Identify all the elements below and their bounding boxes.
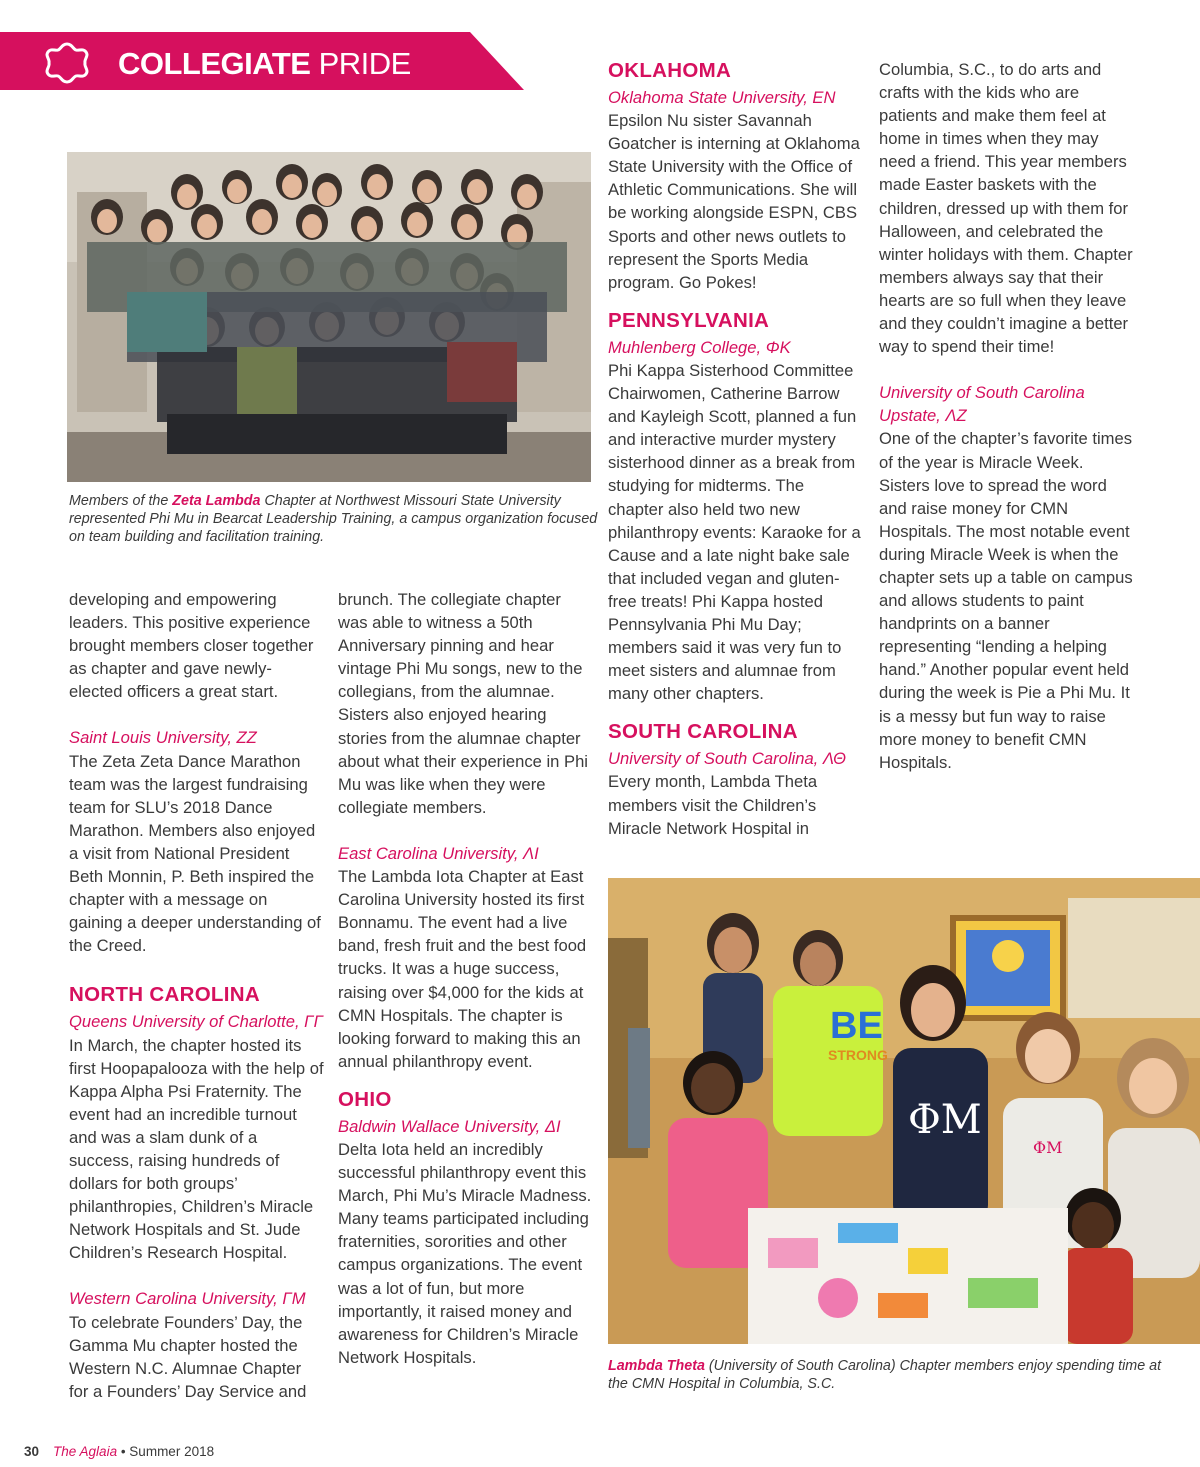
chapter-subheading: Baldwin Wallace University, ΔI	[338, 1116, 561, 1136]
group-photo-caption	[69, 492, 599, 546]
svg-text:ΦM: ΦM	[1033, 1138, 1063, 1157]
svg-text:BE: BE	[830, 1005, 883, 1047]
hospital-photo-caption	[608, 1357, 1168, 1393]
paragraph: The Lambda Iota Chapter at East Carolina University hosted its first Bonnamu. The event had a live band, fresh fruit and the best food trucks. It was a huge success, raising over $4,000 for the kids at CMN Hospitals. The chapter is looking forward to making this an annual philanthropy event.	[338, 867, 587, 1071]
group-photo	[67, 152, 591, 482]
magazine-title: The Aglaia	[53, 1444, 118, 1459]
paragraph: Columbia, S.C., to do arts and crafts with the kids who are patients and make them feel at home in times when they may need a friend. This year members made Easter baskets with the children, dressed up with them for Halloween, and celebrated the winter holidays with them. Chapter members always say that their hearts are so full when they leave and they couldn’t imagine a better way to spend their time!	[879, 60, 1133, 357]
paragraph: developing and empowering leaders. This positive experience brought members closer together as chapter and gave newly-elected officers a great start.	[69, 590, 314, 702]
state-heading: OKLAHOMA	[608, 59, 732, 82]
svg-text:STRONG: STRONG	[828, 1047, 888, 1063]
hospital-photo	[608, 878, 1200, 1344]
section-title	[118, 44, 411, 84]
paragraph: One of the chapter’s favorite times of the year is Miracle Week. Sisters love to spread the word and raise money for CMN Hospitals. The most notable event during Miracle Week is when the chapter sets up a table on campus and allows students to paint handprints on a banner representing “lending a helping hand.” Another popular event held during the week is Pie a Phi Mu. It is a messy but fun way to raise more money to benefit CMN Hospitals.	[879, 429, 1133, 772]
issue-label: • Summer 2018	[117, 1444, 215, 1459]
article-column-1	[69, 588, 325, 1403]
chapter-subheading: Upstate, ΛZ	[879, 406, 967, 426]
article-column-4	[879, 58, 1135, 774]
paragraph: Phi Kappa Sisterhood Committee Chairwomen, Catherine Barrow and Kayleigh Scott, planned a fun and interactive murder mystery sisterhood dinner as a break from studying for midterms. The chapter also held two new philanthropy events: Karaoke for a Cause and a late night bake sale that included vegan and gluten-free treats! Phi Kappa hosted Pennsylvania Phi Mu Day; members said it was very fun to meet sisters and alumnae from many other chapters.	[608, 360, 861, 704]
caption-text-rest: Chapter at Northwest Missouri State University represented Phi Mu in Bearcat Leadership Training, a campus organization focused on team building and facilitation training.	[69, 493, 598, 545]
caption-text-rest: (University of South Carolina) Chapter members enjoy spending time at the CMN Hospital in Columbia, S.C.	[608, 1358, 1162, 1392]
section-title-bold: COLLEGIATE	[118, 46, 311, 81]
chapter-subheading: Western Carolina University, ΓM	[69, 1289, 306, 1309]
page-number: 30	[24, 1444, 40, 1459]
caption-text: Members of the	[69, 493, 173, 509]
chapter-subheading: Muhlenberg College, ΦK	[608, 337, 791, 357]
article-column-3	[608, 56, 864, 840]
state-heading: SOUTH CAROLINA	[608, 720, 798, 744]
chapter-subheading: Queens University of Charlotte, ΓΓ	[69, 1012, 324, 1032]
page-footer	[24, 1444, 214, 1459]
chapter-subheading: Oklahoma State University, EN	[608, 88, 836, 107]
chapter-subheading: East Carolina University, ΛI	[338, 843, 539, 863]
caption-chapter-name: Lambda Theta	[608, 1358, 705, 1374]
chapter-subheading: Saint Louis University, ZZ	[69, 728, 257, 748]
paragraph: To celebrate Founders’ Day, the Gamma Mu chapter hosted the Western N.C. Alumnae Chapter for a Founders’ Day Service and	[69, 1312, 307, 1401]
section-title-light: PRIDE	[318, 46, 411, 81]
paragraph: Epsilon Nu sister Savannah Goatcher is interning at Oklahoma State University with the Office of Athletic Communications. She will be working alongside ESPN, CBS Sports and other news outlets to represent the Sports Media program. Go Pokes!	[608, 111, 860, 292]
flower-badge-icon	[44, 40, 90, 86]
state-heading: OHIO	[338, 1087, 392, 1111]
paragraph: brunch. The collegiate chapter was able to witness a 50th Anniversary pinning and hear vintage Phi Mu songs, new to the collegians, from the alumnae. Sisters also enjoyed hearing stories from the alumnae chapter about what their experience in Phi Mu was like when they were collegiate members.	[338, 590, 588, 817]
paragraph: The Zeta Zeta Dance Marathon team was the largest fundraising team for SLU’s 2018 Dance Marathon. Members also enjoyed a visit from National President Beth Monnin, P. Beth inspired the chapter with a message on gaining a deeper understanding of the Creed.	[69, 751, 321, 956]
chapter-subheading: University of South Carolina	[879, 383, 1085, 403]
chapter-subheading: University of South Carolina, ΛΘ	[608, 749, 847, 769]
state-heading: NORTH CAROLINA	[69, 983, 260, 1007]
paragraph: Delta Iota held an incredibly successful philanthropy event this March, Phi Mu’s Miracle Madness. Many teams participated including fraternities, sororities and other campus organizations. The event was a lot of fun, but more importantly, it raised money and awareness for Children’s Miracle Network Hospitals.	[338, 1139, 592, 1367]
article-column-2	[338, 588, 594, 1369]
state-heading: PENNSYLVANIA	[608, 308, 770, 332]
paragraph: In March, the chapter hosted its first Hoopapalooza with the help of Kappa Alpha Psi Fraternity. The event had an incredible turnout and was a slam dunk of a success, raising hundreds of dollars for both groups’ philanthropies, Children’s Miracle Network Hospitals and St. Jude Children’s Research Hospital.	[69, 1035, 324, 1263]
paragraph: Every month, Lambda Theta members visit the Children’s Miracle Network Hospital in	[608, 772, 818, 838]
svg-text:ΦM: ΦM	[908, 1097, 982, 1143]
caption-chapter-name: Zeta Lambda	[172, 493, 261, 509]
